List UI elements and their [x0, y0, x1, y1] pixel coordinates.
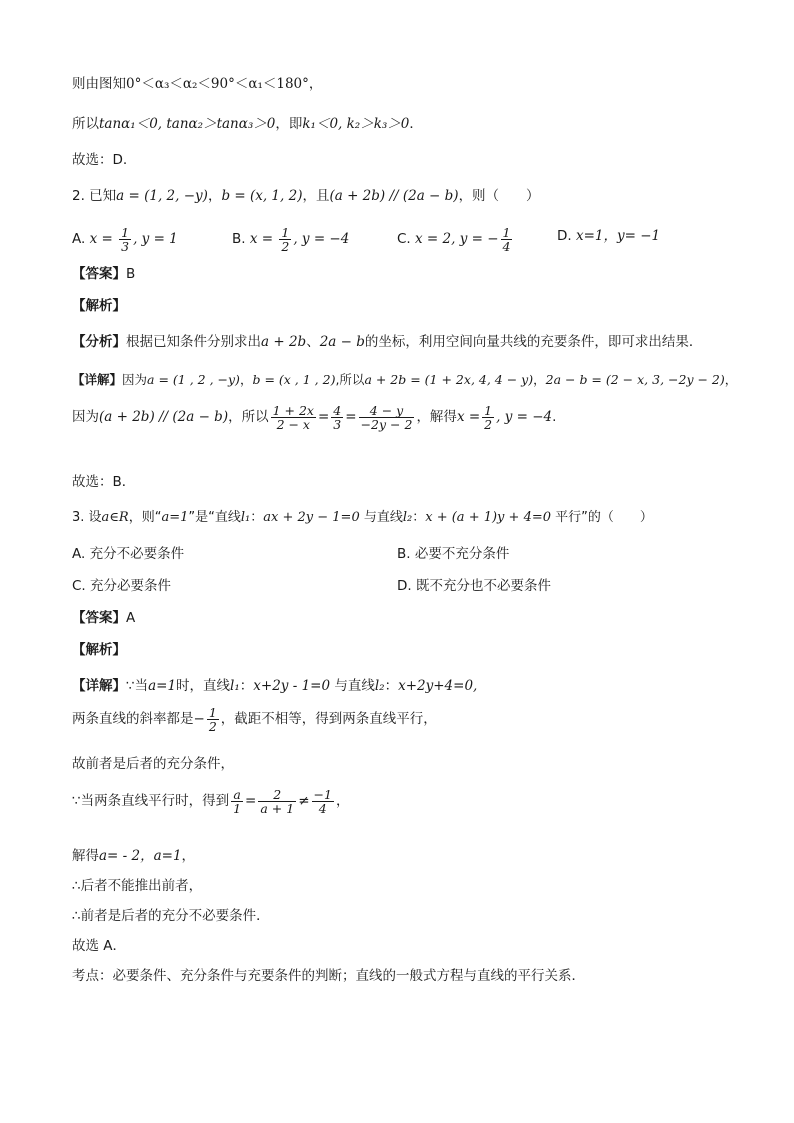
q3-option-c: C. 充分必要条件	[72, 578, 172, 594]
math: l₂	[402, 510, 413, 525]
q3-line: 故选 A．	[72, 938, 127, 954]
text: ，	[335, 793, 350, 810]
math: =	[345, 409, 357, 426]
math: x =	[89, 231, 113, 248]
option-label: A.	[72, 231, 86, 248]
text: 时，直线	[176, 678, 231, 694]
text: ：	[412, 510, 426, 525]
math: k₁＜0, k₂＞k₃＞0	[302, 116, 410, 132]
option-d	[557, 226, 660, 246]
math: a = (1 , 2 , −y)	[147, 372, 240, 387]
text: ,所以	[335, 372, 365, 387]
math: =	[245, 793, 257, 810]
math: a + 2b = (1 + 2x, 4, 4 − y)	[364, 372, 534, 387]
answer-tag: 【答案】	[72, 266, 126, 282]
text: 所以	[72, 116, 99, 132]
text: ，	[533, 372, 546, 387]
text: 3. 设	[72, 510, 102, 525]
text-line	[72, 114, 423, 134]
q2-xiangjie	[72, 370, 737, 390]
q3-analysis-heading: 【解析】	[72, 642, 126, 658]
denominator: 2	[484, 417, 493, 433]
text: ，且	[302, 188, 330, 204]
text: ：	[250, 510, 264, 525]
denominator: 2	[281, 239, 290, 255]
text: 、	[306, 334, 320, 350]
math: b = (x, 1, 2)	[221, 188, 303, 204]
math: , y = −4	[293, 231, 350, 248]
denominator: 4	[502, 239, 511, 255]
math: l₁	[240, 510, 251, 525]
text: 则由图知	[72, 76, 126, 92]
text: 根据已知条件分别求出	[126, 334, 261, 350]
text: ：	[239, 678, 254, 694]
fraction	[231, 788, 243, 815]
denominator: 2 − x	[276, 417, 310, 433]
denominator: −2y − 2	[360, 417, 413, 433]
q3-option-a: A. 充分不必要条件	[72, 546, 185, 562]
fraction	[279, 226, 291, 253]
fraction	[359, 404, 415, 431]
denominator: a + 1	[260, 801, 295, 817]
q3-kaodian: 考点：必要条件、充分条件与充要条件的判断；直线的一般式方程与直线的平行关系．	[72, 968, 585, 984]
math: 2a − b = (2 − x, 3, −2y − 2)	[545, 372, 725, 387]
answer-tag: 【答案】	[72, 610, 126, 626]
numerator: 1	[121, 225, 130, 240]
option-label: C.	[397, 231, 411, 248]
text: 平行”的（ ）	[551, 510, 653, 525]
question-2	[72, 186, 540, 206]
q2-answer	[72, 264, 135, 284]
math: ≠	[298, 793, 310, 810]
numerator: 2	[258, 788, 296, 802]
q3-solve-line	[72, 846, 195, 866]
text: 因为	[72, 409, 99, 426]
denominator: 1	[233, 801, 242, 817]
denominator: 3	[333, 417, 342, 433]
math: (a + 2b) // (2a − b)	[329, 188, 459, 204]
q3-line: 故前者是后者的充分条件，	[72, 756, 234, 772]
q2-options	[72, 220, 732, 260]
q3-xiangjie	[72, 676, 477, 696]
fraction	[312, 788, 334, 815]
math: (a + 2b) // (2a − b)	[99, 409, 229, 426]
numerator: 1	[281, 225, 290, 240]
fraction	[331, 404, 343, 431]
math: x+2y+4=0,	[398, 678, 478, 694]
text: ，所以	[228, 409, 269, 426]
q3-answer	[72, 608, 135, 628]
text: ∵当	[126, 678, 149, 694]
math: −	[193, 711, 205, 728]
q2-end: 故选：B．	[72, 474, 136, 490]
math: l₂	[374, 678, 385, 694]
text: 与直线	[330, 678, 375, 694]
text: 解得	[72, 848, 99, 864]
text: ，	[207, 188, 222, 204]
math: a=1	[148, 678, 177, 694]
math: , y = −4	[496, 409, 553, 426]
text: 的坐标，利用空间向量共线的充要条件，即可求出结果．	[364, 334, 703, 350]
text: ，则（ ）	[458, 188, 540, 204]
numerator: a	[231, 788, 243, 802]
math: x = 2, y = −	[415, 231, 499, 248]
xiangjie-tag: 【详解】	[72, 678, 126, 694]
math: x+2y - 1=0	[253, 678, 331, 694]
answer-value: B	[126, 266, 136, 282]
q2-analysis-heading: 【解析】	[72, 298, 126, 314]
option-label: B.	[232, 231, 246, 248]
text: 因为	[122, 372, 148, 387]
q3-option-b: B. 必要不充分条件	[397, 546, 510, 562]
text: ，截距不相等，得到两条直线平行，	[220, 711, 437, 728]
denominator: 4	[318, 801, 327, 817]
text: ，解得	[416, 409, 457, 426]
text: 两条直线的斜率都是	[72, 711, 194, 728]
text: 与直线	[359, 510, 403, 525]
math: a = (1, 2, −y)	[116, 188, 208, 204]
option-c	[397, 226, 514, 253]
numerator: 1	[484, 403, 493, 418]
q2-solve-line	[72, 404, 556, 448]
math: 2a − b	[319, 334, 365, 350]
text: ．	[409, 116, 423, 132]
math: x + (a + 1)y + 4=0	[425, 510, 551, 525]
math: ax + 2y − 1=0	[263, 510, 360, 525]
q3-line: ∴后者不能推出前者，	[72, 878, 203, 894]
math: l₁	[230, 678, 240, 694]
xiangjie-tag: 【详解】	[72, 372, 123, 387]
option-b	[232, 226, 349, 253]
math: a= - 2，a=1	[99, 848, 182, 864]
option-a	[72, 226, 178, 253]
math: x=1，y= −1	[575, 228, 661, 244]
numerator: 4 − y	[359, 404, 415, 418]
fraction	[482, 404, 494, 431]
text: ，	[239, 372, 253, 387]
math: a + 2b	[261, 334, 307, 350]
math: , y = 1	[133, 231, 178, 248]
q3-slope-line	[72, 706, 437, 750]
math: =	[317, 409, 330, 426]
denominator: 2	[208, 719, 217, 735]
text: 2. 已知	[72, 188, 117, 204]
numerator: 4	[333, 403, 342, 418]
q3-parallel-line	[72, 788, 349, 832]
denominator: 3	[121, 239, 130, 255]
fraction	[501, 226, 513, 253]
text: ，	[724, 372, 738, 387]
question-3	[72, 508, 653, 528]
text: ，则“	[128, 510, 162, 525]
text: ：	[384, 678, 399, 694]
fraction	[119, 226, 131, 253]
numerator: 1	[502, 225, 511, 240]
fraction	[207, 706, 219, 733]
option-label: D.	[557, 228, 572, 244]
numerator: 1	[208, 705, 217, 720]
text: ，即	[275, 116, 303, 132]
math: x =	[249, 231, 274, 248]
q2-fenxi	[72, 332, 702, 352]
text: ∵当两条直线平行时，得到	[72, 793, 230, 810]
math: tanα₁＜0, tanα₂＞tanα₃＞0	[99, 116, 276, 132]
fraction	[271, 404, 316, 431]
math: a=1	[161, 510, 189, 525]
text-line: 故选：D.	[72, 152, 128, 168]
q3-line: ∴前者是后者的充分不必要条件．	[72, 908, 270, 924]
text: ，	[181, 848, 196, 864]
math: a∈R	[101, 510, 129, 525]
math: 0°＜α₃＜α₂＜90°＜α₁＜180°，	[126, 76, 323, 92]
q3-option-d: D. 既不充分也不必要条件	[397, 578, 551, 594]
answer-value: A	[126, 610, 136, 626]
math: x =	[456, 409, 481, 426]
text-line	[72, 74, 322, 94]
text: ”是“直线	[188, 510, 241, 525]
fenxi-tag: 【分析】	[72, 334, 126, 350]
numerator: 1 + 2x	[272, 403, 314, 418]
math: b = (x , 1 , 2)	[252, 372, 336, 387]
fraction	[258, 788, 296, 815]
text: .	[552, 409, 557, 426]
numerator: −1	[313, 787, 332, 802]
